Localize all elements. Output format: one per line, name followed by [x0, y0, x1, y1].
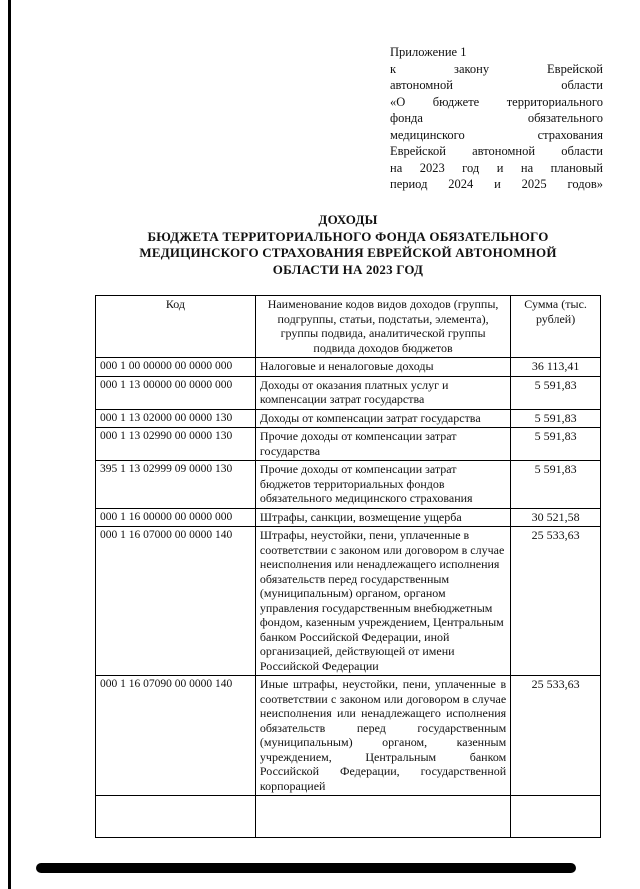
row-sum: 25 533,63: [511, 676, 601, 796]
table-row: [96, 676, 601, 796]
table-row-empty: [96, 796, 601, 838]
row-sum: 30 521,58: [511, 508, 601, 527]
row-code: 000 1 13 02990 00 0000 130: [96, 428, 256, 461]
row-sum: 5 591,83: [511, 376, 601, 409]
row-code: [96, 796, 256, 838]
document-title: [50, 212, 640, 278]
appendix-line: «О бюджете территориального: [390, 94, 603, 109]
appendix-line: медицинского страхования: [390, 127, 603, 142]
row-code: 000 1 16 07090 00 0000 140: [96, 676, 256, 796]
row-sum: [511, 796, 601, 838]
scan-artifact-left-line: [8, 0, 11, 889]
header-name: Наименование кодов видов доходов (группы, подгруппы, статьи, подстатьи, элемента), группы подвида, аналитической группы подвида доходов бюджетов: [255, 296, 510, 358]
row-code: 000 1 16 07000 00 0000 140: [96, 527, 256, 676]
appendix-line: автономной области: [390, 78, 603, 92]
row-code: 000 1 13 02000 00 0000 130: [96, 409, 256, 428]
row-sum: 5 591,83: [511, 428, 601, 461]
appendix-note: [390, 44, 603, 193]
appendix-line: на 2023 год и на плановый: [390, 160, 603, 175]
row-name: Доходы от компенсации затрат государства: [255, 409, 510, 428]
table-row: [96, 376, 601, 409]
title-line: БЮДЖЕТА ТЕРРИТОРИАЛЬНОГО ФОНДА ОБЯЗАТЕЛЬНОГО: [147, 228, 549, 244]
title-line: МЕДИЦИНСКОГО СТРАХОВАНИЯ ЕВРЕЙСКОЙ АВТОНОМНОЙ: [139, 245, 557, 260]
appendix-line: фонда обязательного: [390, 111, 603, 125]
row-code: 395 1 13 02999 09 0000 130: [96, 461, 256, 509]
table-row: [96, 428, 601, 461]
row-code: 000 1 13 00000 00 0000 000: [96, 376, 256, 409]
appendix-line: период 2024 и 2025 годов»: [390, 177, 603, 191]
row-name: Доходы от оказания платных услуг и компенсации затрат государства: [255, 376, 510, 409]
budget-table: [95, 295, 601, 838]
row-name: Прочие доходы от компенсации затрат государства: [255, 428, 510, 461]
row-name: Прочие доходы от компенсации затрат бюджетов территориальных фондов обязательного медицинского страхования: [255, 461, 510, 509]
row-name: Штрафы, санкции, возмещение ущерба: [255, 508, 510, 527]
appendix-line: Еврейской автономной области: [390, 144, 603, 158]
row-sum: 5 591,83: [511, 409, 601, 428]
table-row: [96, 461, 601, 509]
table-row: [96, 409, 601, 428]
table-header-row: [96, 296, 601, 358]
header-code: Код: [96, 296, 256, 358]
table-row: [96, 358, 601, 377]
appendix-line: к закону Еврейской: [390, 61, 603, 76]
scan-artifact-bottom-bar: [36, 863, 576, 873]
row-sum: 25 533,63: [511, 527, 601, 676]
row-sum: 36 113,41: [511, 358, 601, 377]
table-row: [96, 527, 601, 676]
title-line: ОБЛАСТИ НА 2023 ГОД: [272, 261, 424, 277]
row-name: Иные штрафы, неустойки, пени, уплаченные в соответствии с законом или договором в случае неисполнения или ненадлежащего исполнения обязательств перед государственным (муниципальным) органом, казенным учреждением, Центральным банком Российской Федерации, государственной корпорацией: [255, 676, 510, 796]
header-sum: Сумма (тыс. рублей): [511, 296, 601, 358]
title-line: ДОХОДЫ: [318, 212, 378, 227]
row-name: Налоговые и неналоговые доходы: [255, 358, 510, 377]
row-name: Штрафы, неустойки, пени, уплаченные в соответствии с законом или договором в случае неисполнения или ненадлежащего исполнения обязательств перед государственным (муниципальным) органом, органом управления государственным внебюджетным фондом, казенным учреждением, Центральным банком Российской Федерации, иной организацией, действующей от имени Российской Федерации: [255, 527, 510, 676]
row-code: 000 1 16 00000 00 0000 000: [96, 508, 256, 527]
row-name: [255, 796, 510, 838]
table-row: [96, 508, 601, 527]
row-code: 000 1 00 00000 00 0000 000: [96, 358, 256, 377]
row-sum: 5 591,83: [511, 461, 601, 509]
appendix-label: Приложение 1: [390, 45, 467, 59]
